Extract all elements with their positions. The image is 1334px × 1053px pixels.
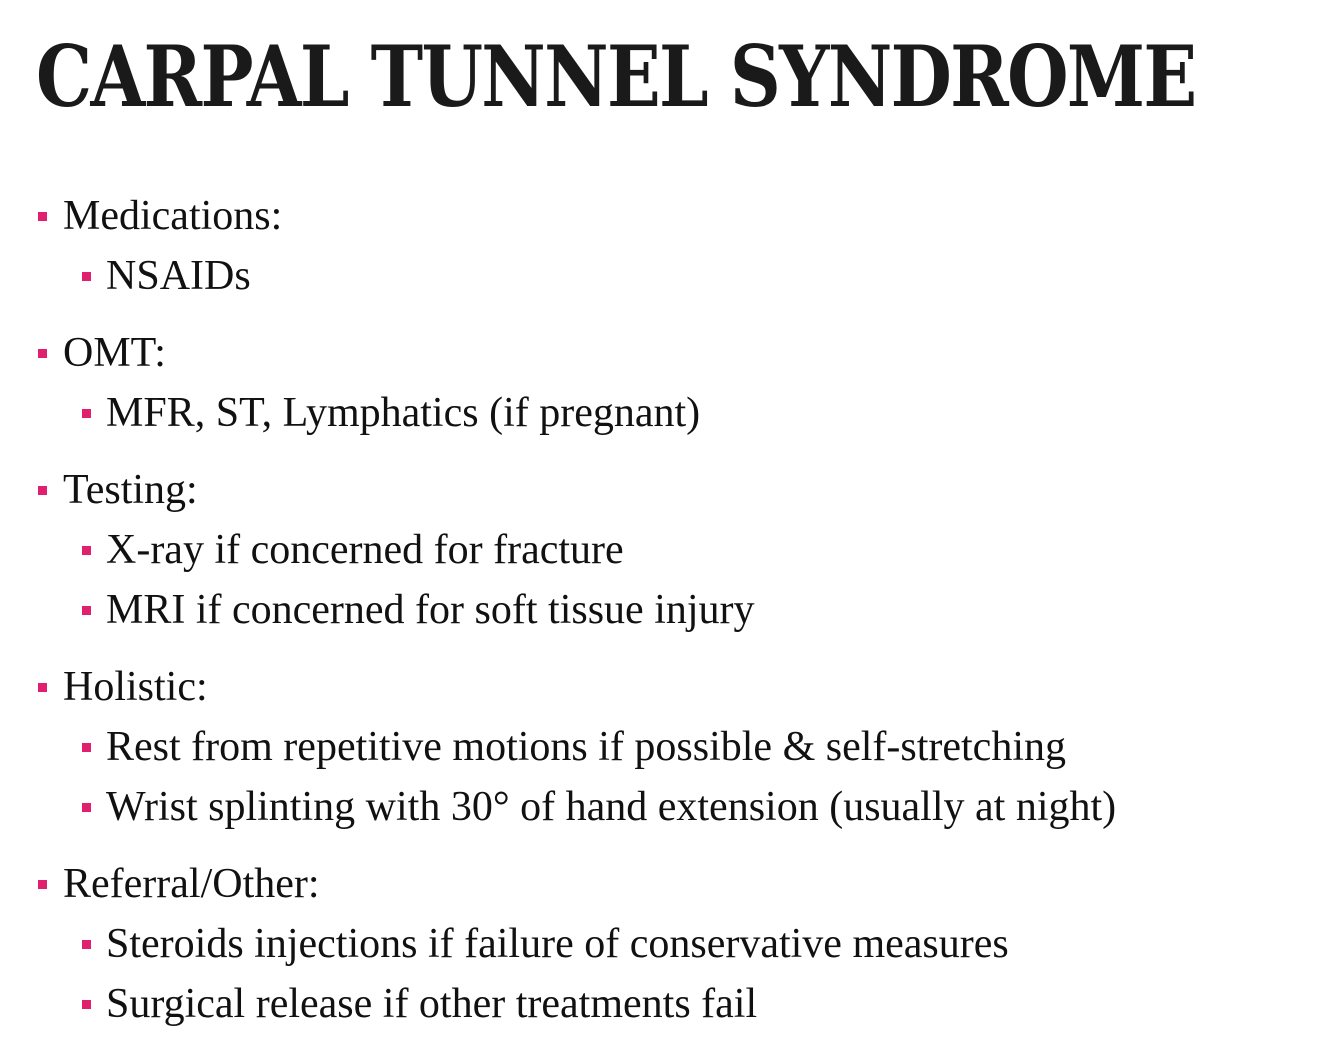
sub-item-text: Wrist splinting with 30° of hand extension (usually at night) — [106, 784, 1117, 830]
section-heading — [36, 462, 1326, 519]
bullet-square-icon — [82, 803, 91, 812]
section-heading — [36, 659, 1326, 716]
section-medications — [36, 188, 1326, 305]
sub-item — [36, 385, 1326, 442]
bullet-square-icon — [82, 606, 91, 615]
sub-item — [36, 779, 1326, 836]
bullet-square-icon — [82, 272, 91, 281]
section-heading — [36, 188, 1326, 245]
sub-item-text: Surgical release if other treatments fail — [106, 981, 758, 1027]
sub-item-text: Rest from repetitive motions if possible & self-stretching — [106, 724, 1066, 770]
bullet-list — [36, 188, 1326, 1053]
sub-item-text: MRI if concerned for soft tissue injury — [106, 587, 755, 633]
section-holistic — [36, 659, 1326, 836]
bullet-square-icon — [38, 880, 47, 889]
section-heading-text: OMT: — [63, 330, 166, 376]
section-heading-text: Testing: — [63, 467, 198, 513]
bullet-square-icon — [82, 1000, 91, 1009]
section-heading-text: Referral/Other: — [63, 861, 320, 907]
slide-title: CARPAL TUNNEL SYNDROME — [36, 27, 1196, 126]
bullet-square-icon — [82, 743, 91, 752]
section-testing — [36, 462, 1326, 639]
bullet-square-icon — [82, 409, 91, 418]
sub-item — [36, 719, 1326, 776]
sub-item-text: MFR, ST, Lymphatics (if pregnant) — [106, 390, 701, 436]
sub-item-text: NSAIDs — [106, 253, 251, 299]
section-heading — [36, 325, 1326, 382]
section-heading-text: Holistic: — [63, 664, 208, 710]
bullet-square-icon — [82, 546, 91, 555]
sub-item — [36, 916, 1326, 973]
section-referral-other — [36, 856, 1326, 1033]
sub-item — [36, 248, 1326, 305]
bullet-square-icon — [38, 212, 47, 221]
section-heading-text: Medications: — [63, 193, 283, 239]
bullet-square-icon — [38, 349, 47, 358]
bullet-square-icon — [82, 940, 91, 949]
sub-item — [36, 522, 1326, 579]
bullet-square-icon — [38, 683, 47, 692]
sub-item-text: Steroids injections if failure of conservative measures — [106, 921, 1009, 967]
bullet-square-icon — [38, 486, 47, 495]
sub-item — [36, 582, 1326, 639]
sub-item-text: X-ray if concerned for fracture — [106, 527, 624, 573]
sub-item — [36, 976, 1326, 1033]
section-heading — [36, 856, 1326, 913]
section-omt — [36, 325, 1326, 442]
